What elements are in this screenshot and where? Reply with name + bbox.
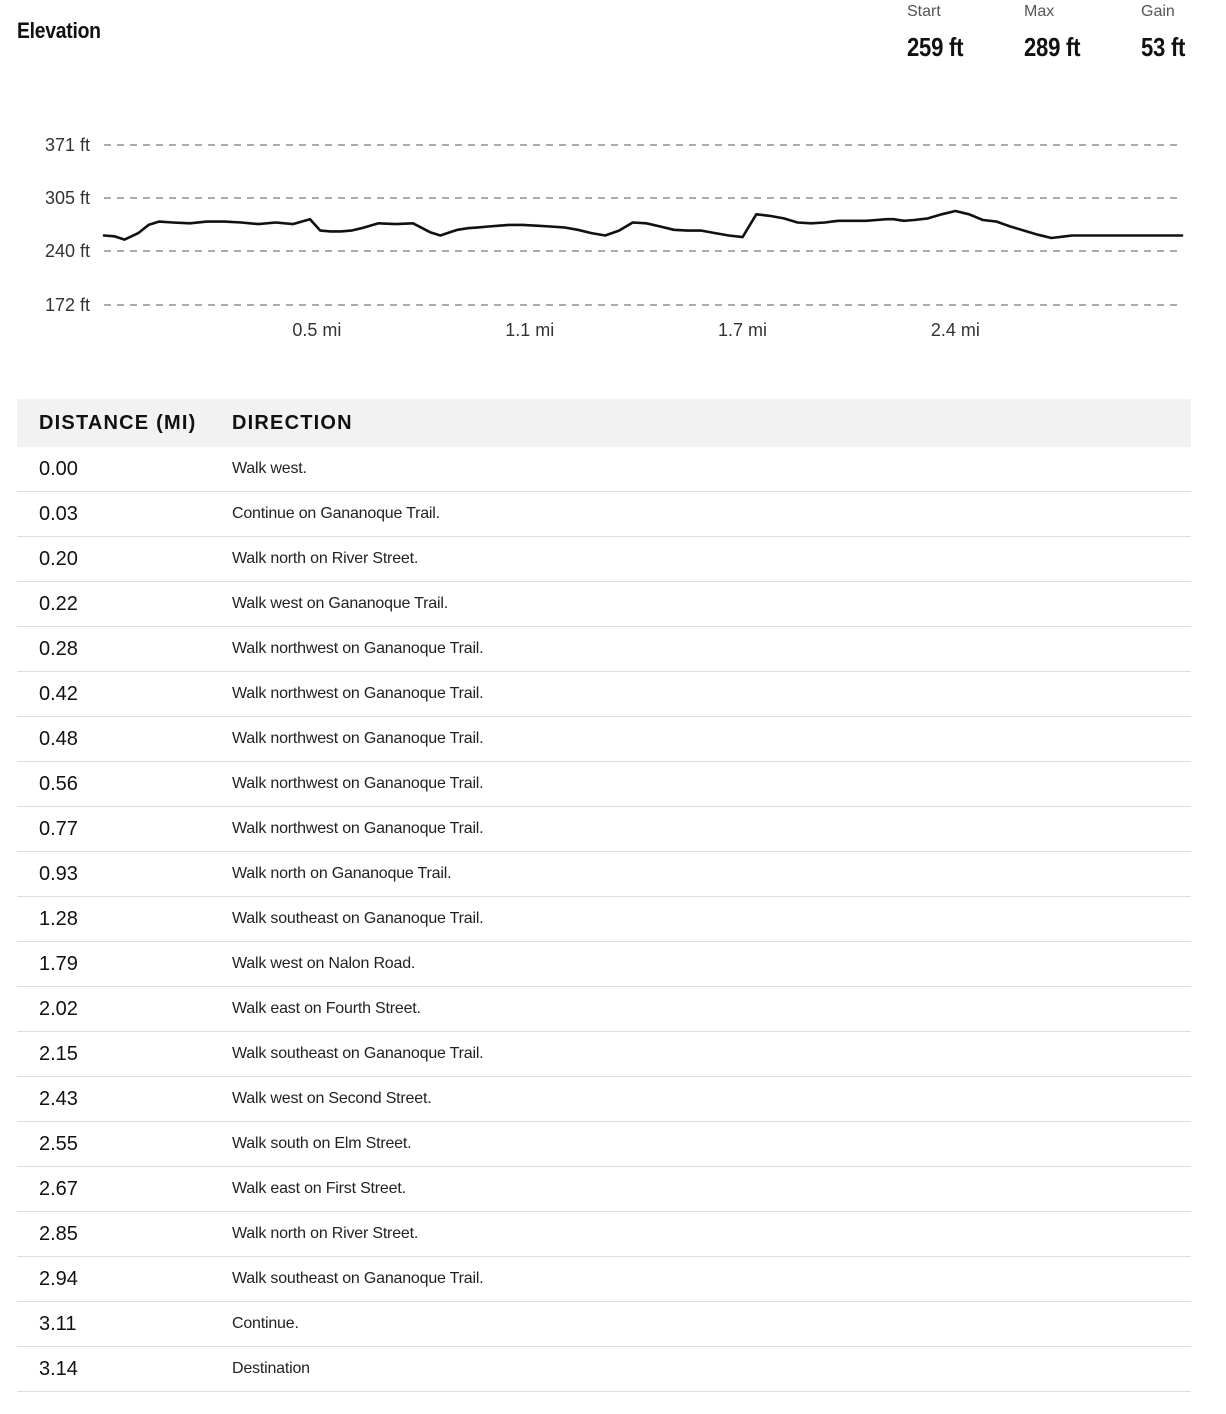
row-distance: 2.55 (39, 1132, 78, 1155)
stat-max-value: 289 ft (1024, 32, 1081, 62)
row-distance: 0.93 (39, 862, 78, 885)
elevation-line (104, 211, 1182, 240)
table-row (17, 492, 1191, 537)
row-distance: 0.20 (39, 547, 78, 570)
x-tick-label: 1.1 mi (505, 320, 555, 340)
row-direction: Walk northwest on Gananoque Trail. (232, 820, 484, 837)
x-tick-label: 2.4 mi (930, 320, 980, 340)
row-distance: 0.28 (39, 637, 78, 660)
row-distance: 2.67 (39, 1177, 78, 1200)
row-distance: 0.77 (39, 817, 78, 840)
table-row (17, 762, 1191, 807)
table-row (17, 1167, 1191, 1212)
y-tick-label: 172 ft (44, 295, 90, 315)
row-distance: 0.22 (39, 592, 78, 615)
stat-gain-label: Gain (1141, 3, 1175, 20)
row-direction: Destination (232, 1360, 310, 1377)
table-row (17, 672, 1191, 717)
table-row (17, 1257, 1191, 1302)
row-direction: Walk west on Second Street. (232, 1090, 432, 1107)
header-distance: DISTANCE (MI) (39, 411, 197, 434)
row-direction: Walk east on Fourth Street. (232, 1000, 421, 1017)
row-distance: 2.94 (39, 1267, 78, 1290)
table-row (17, 987, 1191, 1032)
table-row (17, 942, 1191, 987)
stat-start-value: 259 ft (907, 32, 964, 62)
stat-start-label: Start (907, 3, 941, 20)
row-direction: Walk southeast on Gananoque Trail. (232, 1045, 484, 1062)
chart-gridlines (104, 145, 1182, 305)
directions-table (17, 399, 1191, 1392)
row-distance: 3.11 (39, 1312, 77, 1335)
row-distance: 0.00 (39, 457, 78, 480)
row-direction: Walk northwest on Gananoque Trail. (232, 775, 484, 792)
table-row (17, 1032, 1191, 1077)
row-direction: Walk north on Gananoque Trail. (232, 865, 452, 882)
table-row (17, 1302, 1191, 1347)
row-direction: Walk west on Nalon Road. (232, 955, 416, 972)
table-row (17, 852, 1191, 897)
elevation-title: Elevation (17, 18, 101, 43)
header-direction: DIRECTION (232, 411, 353, 434)
y-tick-label: 240 ft (44, 241, 90, 261)
table-row (17, 807, 1191, 852)
row-direction: Walk northwest on Gananoque Trail. (232, 730, 484, 747)
table-row (17, 627, 1191, 672)
row-distance: 0.42 (39, 682, 78, 705)
row-distance: 1.28 (39, 907, 78, 930)
row-distance: 3.14 (39, 1357, 78, 1380)
table-row (17, 1347, 1191, 1392)
table-row (17, 1077, 1191, 1122)
row-direction: Walk southeast on Gananoque Trail. (232, 910, 484, 927)
table-row (17, 1212, 1191, 1257)
elevation-chart[interactable] (0, 0, 1226, 360)
row-distance: 1.79 (39, 952, 78, 975)
row-distance: 0.48 (39, 727, 78, 750)
row-direction: Walk south on Elm Street. (232, 1135, 412, 1152)
chart-y-axis (45, 135, 90, 315)
row-distance: 2.02 (39, 997, 78, 1020)
table-header (17, 399, 1191, 447)
x-tick-label: 1.7 mi (718, 320, 768, 340)
row-distance: 2.43 (39, 1087, 78, 1110)
row-direction: Walk east on First Street. (232, 1180, 406, 1197)
table-row (17, 1122, 1191, 1167)
row-direction: Walk north on River Street. (232, 1225, 419, 1242)
table-row (17, 537, 1191, 582)
row-distance: 0.03 (39, 502, 78, 525)
x-tick-label: 0.5 mi (292, 320, 342, 340)
chart-series (104, 211, 1182, 240)
table-row (17, 897, 1191, 942)
row-direction: Walk west on Gananoque Trail. (232, 595, 448, 612)
row-direction: Continue. (232, 1315, 299, 1332)
row-distance: 0.56 (39, 772, 78, 795)
chart-x-axis (292, 320, 980, 340)
row-direction: Walk north on River Street. (232, 550, 419, 567)
stat-max-label: Max (1024, 3, 1055, 20)
row-direction: Walk southeast on Gananoque Trail. (232, 1270, 484, 1287)
table-row (17, 447, 1191, 492)
row-direction: Walk northwest on Gananoque Trail. (232, 640, 484, 657)
row-distance: 2.85 (39, 1222, 78, 1245)
row-direction: Walk northwest on Gananoque Trail. (232, 685, 484, 702)
row-direction: Continue on Gananoque Trail. (232, 505, 440, 522)
table-row (17, 582, 1191, 627)
row-direction: Walk west. (232, 460, 307, 477)
stat-gain-value: 53 ft (1141, 32, 1186, 62)
table-row (17, 717, 1191, 762)
table-body (17, 447, 1191, 1392)
y-tick-label: 371 ft (44, 135, 90, 155)
row-distance: 2.15 (39, 1042, 78, 1065)
y-tick-label: 305 ft (44, 188, 90, 208)
